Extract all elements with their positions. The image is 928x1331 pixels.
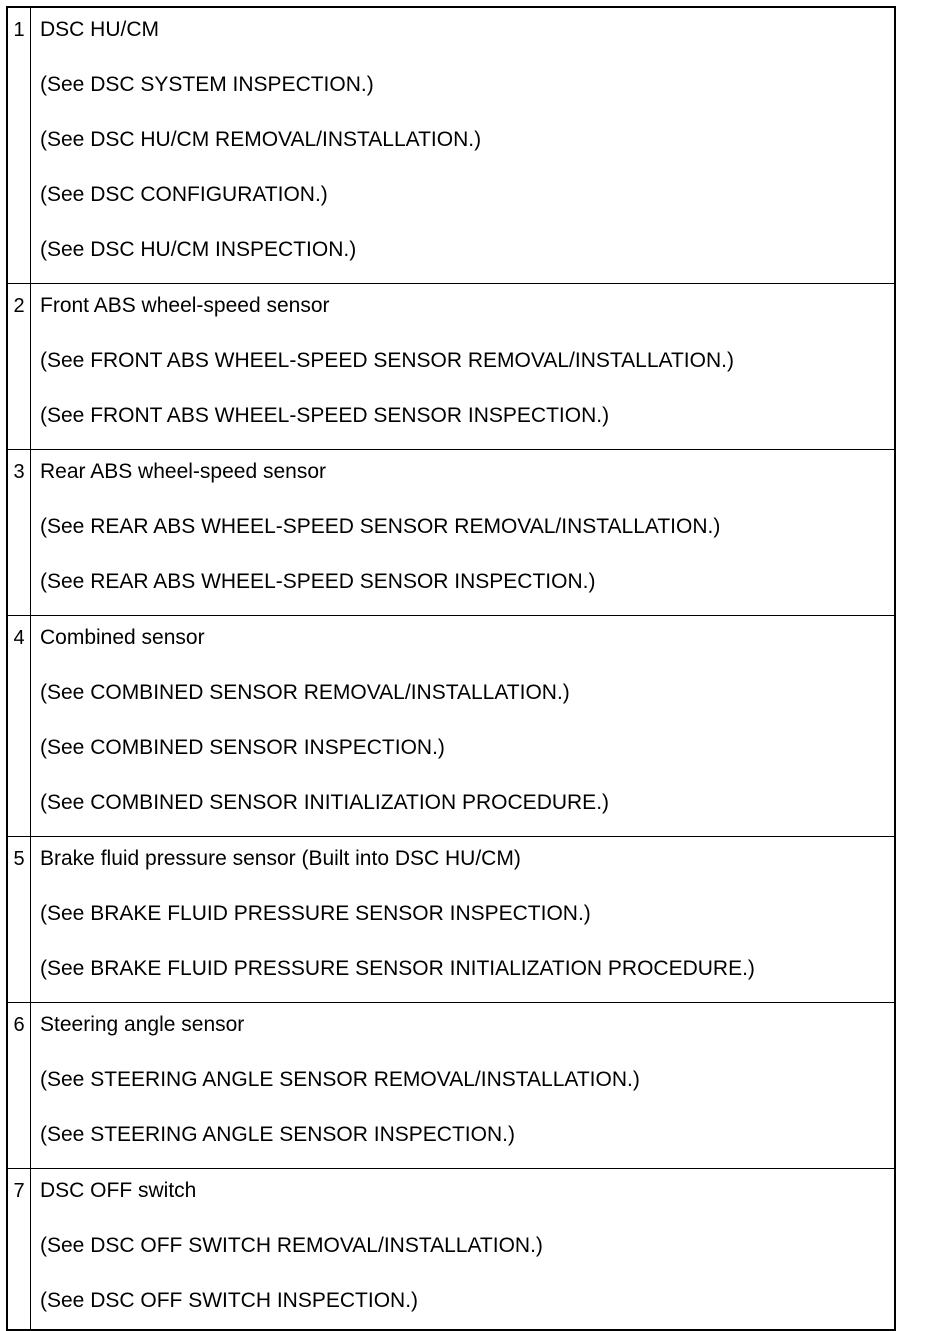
reference-link[interactable]: (See COMBINED SENSOR INSPECTION.)	[40, 736, 445, 759]
row-number: 6	[13, 1014, 25, 1036]
row-number-cell	[7, 7, 31, 284]
legend-row-2	[7, 284, 895, 450]
row-number: 2	[13, 295, 25, 317]
legend-row-3	[7, 450, 895, 616]
reference-link[interactable]: (See DSC CONFIGURATION.)	[40, 183, 328, 206]
legend-row-6	[7, 1003, 895, 1169]
component-name: Brake fluid pressure sensor (Built into DSC HU/CM)	[40, 847, 521, 870]
reference-link[interactable]: (See FRONT ABS WHEEL-SPEED SENSOR INSPECTION.)	[40, 404, 610, 427]
reference-link[interactable]: (See REAR ABS WHEEL-SPEED SENSOR INSPECTION.)	[40, 570, 596, 593]
row-number-cell	[7, 1169, 31, 1331]
row-number-cell	[7, 284, 31, 450]
row-description-cell	[31, 284, 896, 450]
reference-link[interactable]: (See DSC HU/CM INSPECTION.)	[40, 238, 357, 261]
reference-link[interactable]: (See STEERING ANGLE SENSOR INSPECTION.)	[40, 1123, 515, 1146]
reference-link[interactable]: (See COMBINED SENSOR REMOVAL/INSTALLATION.)	[40, 681, 570, 704]
row-number-cell	[7, 837, 31, 1003]
reference-link[interactable]: (See STEERING ANGLE SENSOR REMOVAL/INSTALLATION.)	[40, 1068, 640, 1091]
reference-link[interactable]: (See BRAKE FLUID PRESSURE SENSOR INITIALIZATION PROCEDURE.)	[40, 957, 755, 980]
reference-link[interactable]: (See DSC SYSTEM INSPECTION.)	[40, 73, 374, 96]
component-name: DSC HU/CM	[40, 18, 159, 41]
row-description-cell	[31, 837, 896, 1003]
reference-link[interactable]: (See REAR ABS WHEEL-SPEED SENSOR REMOVAL/INSTALLATION.)	[40, 515, 721, 538]
component-name: Combined sensor	[40, 626, 205, 649]
reference-link[interactable]: (See DSC OFF SWITCH REMOVAL/INSTALLATION.)	[40, 1234, 543, 1257]
row-description-cell	[31, 450, 896, 616]
component-legend-table	[6, 6, 896, 1331]
component-name: Steering angle sensor	[40, 1013, 245, 1036]
row-number: 3	[13, 461, 25, 483]
row-number-cell	[7, 450, 31, 616]
row-number: 4	[13, 627, 25, 649]
component-name: Rear ABS wheel-speed sensor	[40, 460, 326, 483]
legend-row-1	[7, 7, 895, 284]
legend-table-body	[7, 7, 895, 1330]
reference-link[interactable]: (See BRAKE FLUID PRESSURE SENSOR INSPECTION.)	[40, 902, 591, 925]
row-description-cell	[31, 1003, 896, 1169]
legend-row-4	[7, 616, 895, 837]
component-name: Front ABS wheel-speed sensor	[40, 294, 330, 317]
row-description-cell	[31, 7, 896, 284]
row-number: 7	[13, 1180, 25, 1202]
reference-link[interactable]: (See DSC OFF SWITCH INSPECTION.)	[40, 1289, 419, 1312]
reference-link[interactable]: (See FRONT ABS WHEEL-SPEED SENSOR REMOVAL/INSTALLATION.)	[40, 349, 734, 372]
row-description-cell	[31, 616, 896, 837]
legend-row-5	[7, 837, 895, 1003]
row-number-cell	[7, 616, 31, 837]
reference-link[interactable]: (See DSC HU/CM REMOVAL/INSTALLATION.)	[40, 128, 482, 151]
component-name: DSC OFF switch	[40, 1179, 197, 1202]
row-number: 1	[13, 19, 25, 41]
reference-link[interactable]: (See COMBINED SENSOR INITIALIZATION PROCEDURE.)	[40, 791, 610, 814]
row-number-cell	[7, 1003, 31, 1169]
row-description-cell	[31, 1169, 896, 1331]
row-number: 5	[13, 848, 25, 870]
legend-row-7	[7, 1169, 895, 1331]
